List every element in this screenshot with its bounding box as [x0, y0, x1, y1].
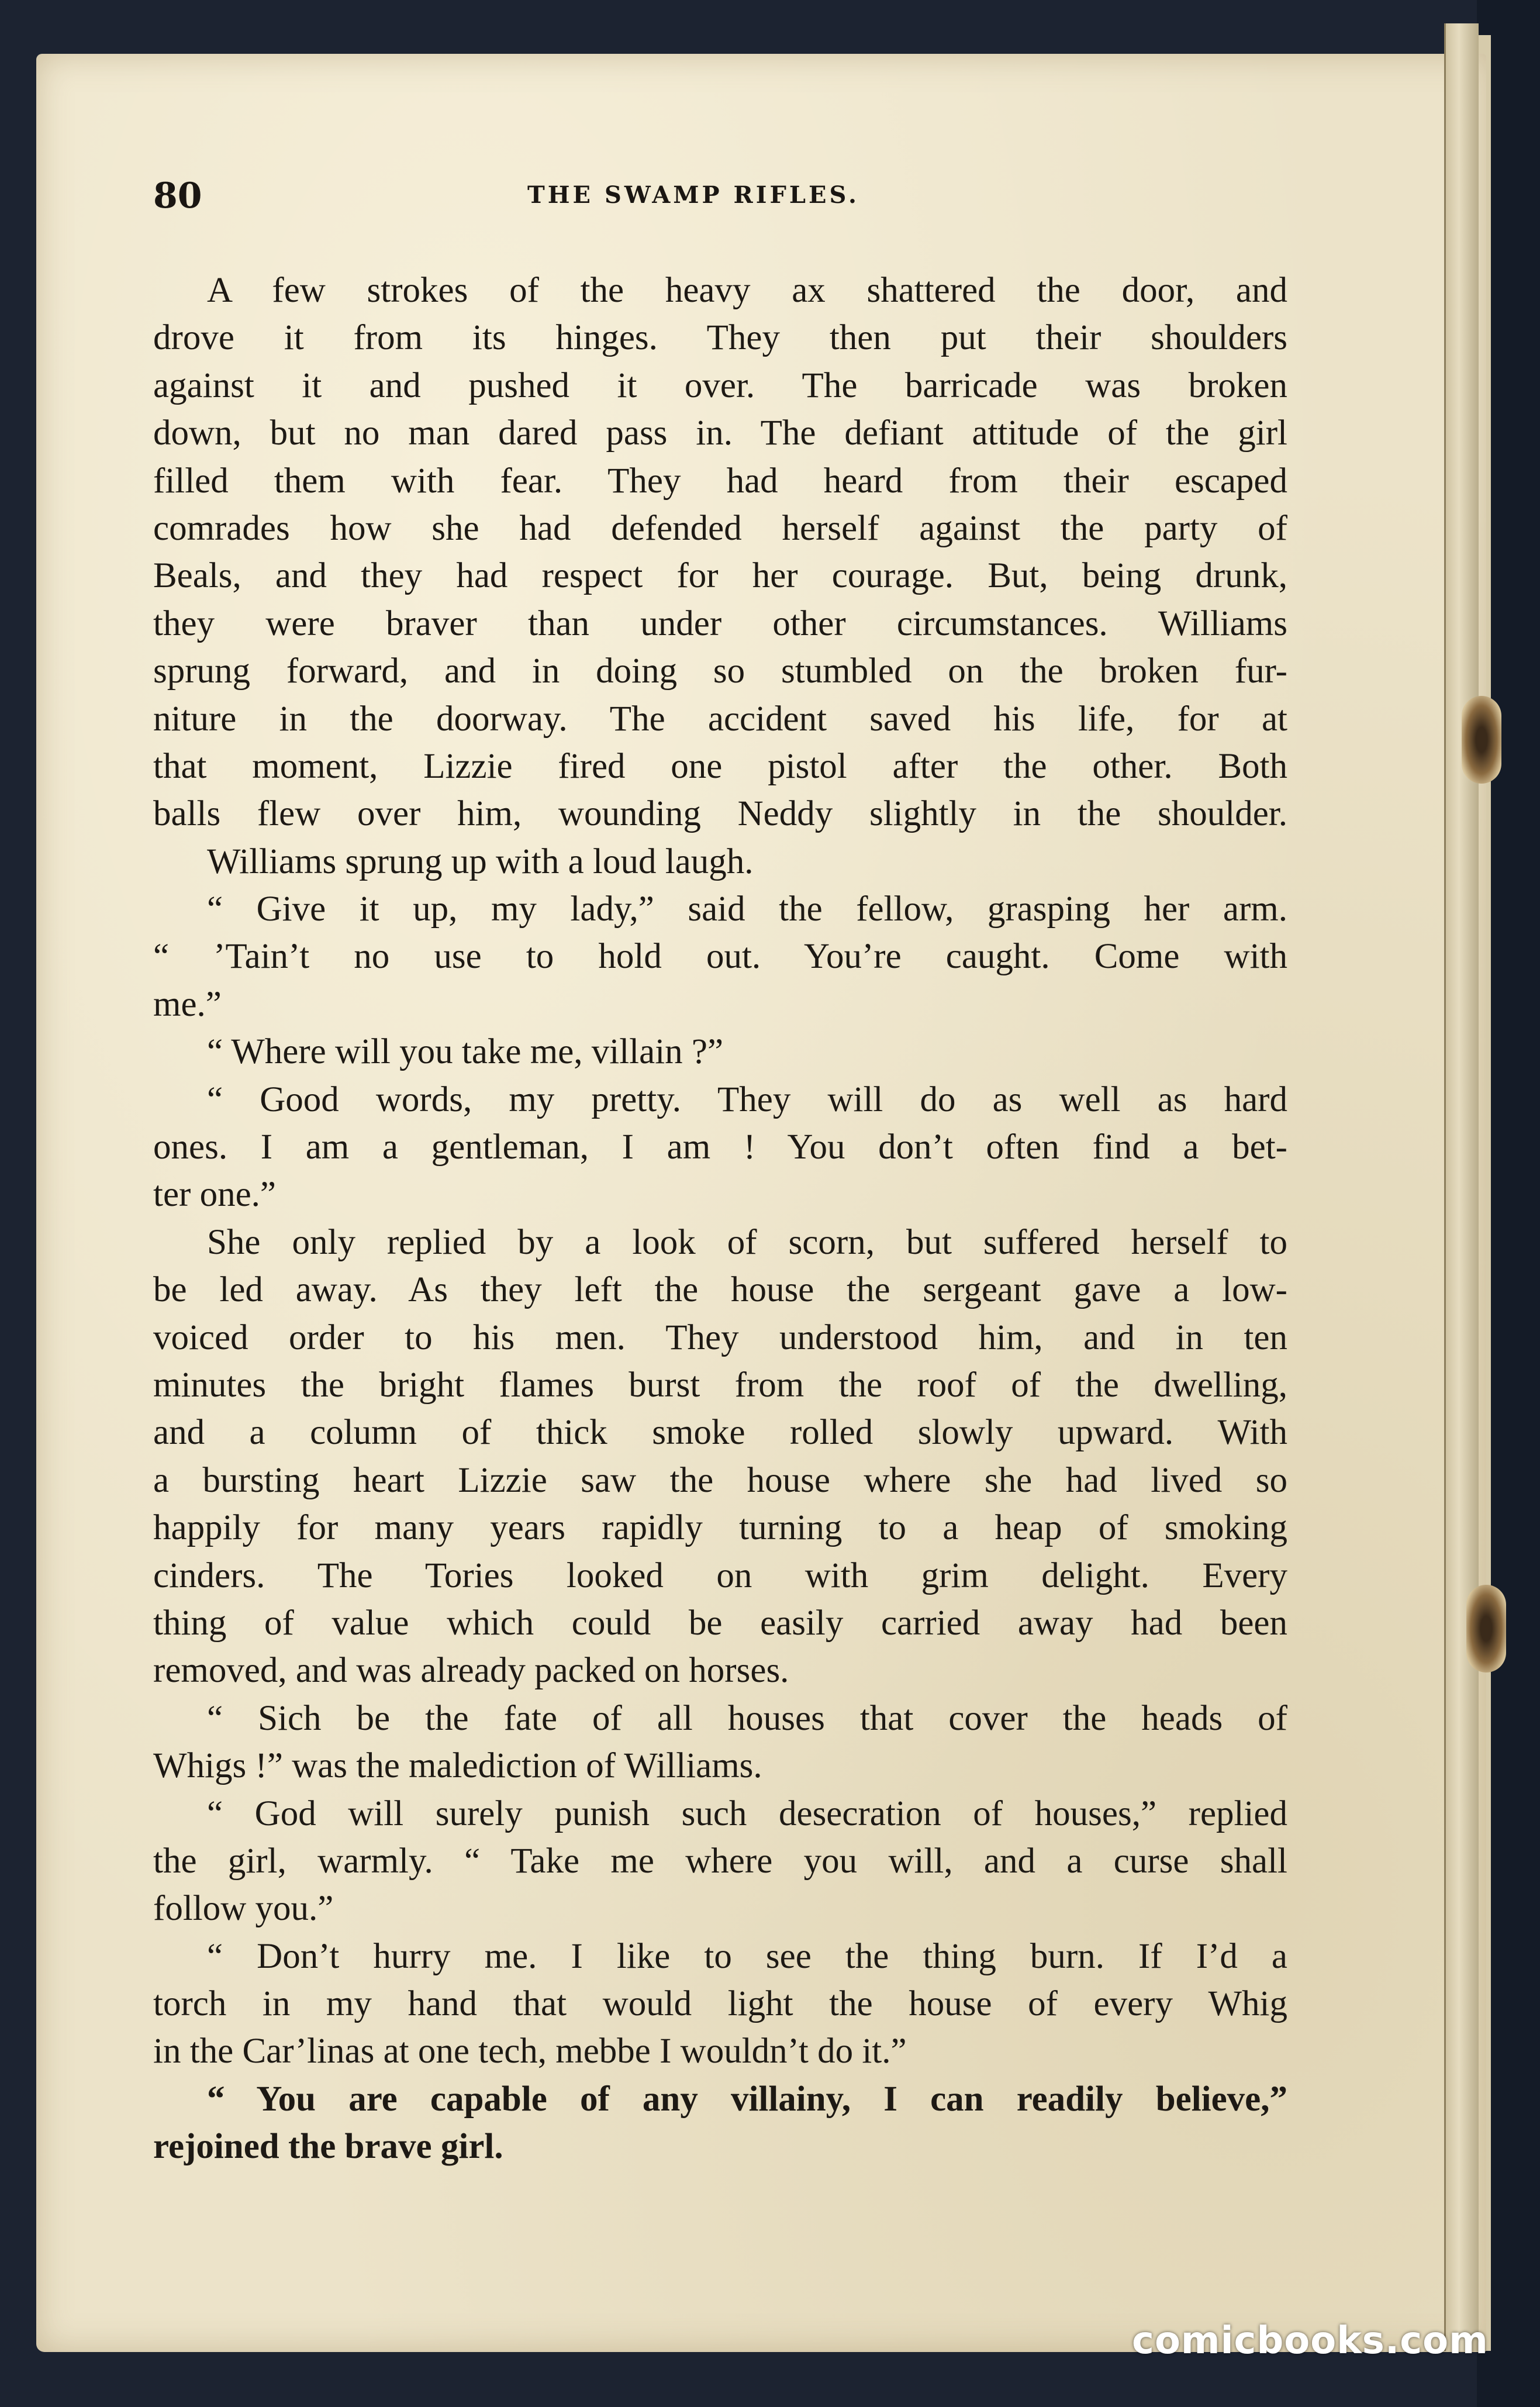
text-line: ter one.”	[153, 1175, 276, 1215]
text-line: drove it from its hinges. They then put their shoulders	[153, 318, 1287, 358]
text-line: “ Don’t hurry me. I like to see the thing burn. If I’d a	[207, 1936, 1287, 1976]
text-line: follow you.”	[153, 1889, 334, 1929]
page-gutter	[1444, 23, 1479, 2351]
text-line: She only replied by a look of scorn, but suffered herself to	[207, 1222, 1287, 1262]
text-line: the girl, warmly. “ Take me where you will, and a curse shall	[153, 1841, 1287, 1881]
text-line: happily for many years rapidly turning to a heap of smoking	[153, 1508, 1287, 1548]
text-line: balls flew over him, wounding Neddy slightly in the shoulder.	[153, 794, 1287, 834]
text-line: voiced order to his men. They understood him, and in ten	[153, 1318, 1287, 1357]
binding-stitch-hole-upper	[1462, 696, 1501, 784]
text-line: sprung forward, and in doing so stumbled on the broken fur-	[153, 651, 1287, 691]
text-line: “ Where will you take me, villain ?”	[207, 1032, 724, 1072]
text-line: that moment, Lizzie fired one pistol after the other. Both	[153, 746, 1287, 786]
text-line: Beals, and they had respect for her courage. But, being drunk,	[153, 556, 1287, 596]
text-line: “ ’Tain’t no use to hold out. You’re caught. Come with	[153, 937, 1287, 977]
text-line: minutes the bright flames burst from the roof of the dwelling,	[153, 1365, 1287, 1405]
binding-stitch-hole-lower	[1466, 1585, 1506, 1673]
text-line: comrades how she had defended herself against the party of	[153, 508, 1287, 548]
text-line: be led away. As they left the house the sergeant gave a low-	[153, 1270, 1287, 1310]
text-line: in the Car’linas at one tech, mebbe I wouldn’t do it.”	[153, 2032, 907, 2071]
text-line: A few strokes of the heavy ax shattered the door, and	[207, 271, 1287, 310]
text-line: thing of value which could be easily carried away had been	[153, 1603, 1287, 1643]
text-line: niture in the doorway. The accident saved his life, for at	[153, 699, 1287, 739]
page-number: 80	[153, 175, 202, 216]
text-line: torch in my hand that would light the house of every Whig	[153, 1984, 1287, 2024]
text-line: they were braver than under other circumstances. Williams	[153, 604, 1287, 643]
page-header	[153, 175, 1287, 228]
watermark: comicbooks.com	[1132, 2319, 1489, 2363]
text-line: rejoined the brave girl.	[153, 2127, 503, 2167]
body-text	[153, 267, 1287, 2171]
text-line: cinders. The Tories looked on with grim delight. Every	[153, 1556, 1287, 1595]
text-line: a bursting heart Lizzie saw the house where she had lived so	[153, 1460, 1287, 1500]
text-line: “ God will surely punish such desecration of houses,” replied	[207, 1794, 1287, 1833]
text-line: against it and pushed it over. The barricade was broken	[153, 365, 1287, 405]
text-line: “ Good words, my pretty. They will do as well as hard	[207, 1080, 1287, 1119]
text-line: “ Sich be the fate of all houses that cover the heads of	[207, 1698, 1287, 1738]
running-title: THE SWAMP RIFLES.	[527, 181, 859, 209]
text-line: removed, and was already packed on horses.	[153, 1651, 789, 1691]
text-line: Williams sprung up with a loud laugh.	[207, 842, 754, 881]
text-line: and a column of thick smoke rolled slowly upward. With	[153, 1413, 1287, 1453]
text-line: filled them with fear. They had heard from their escaped	[153, 461, 1287, 501]
text-line: “ You are capable of any villainy, I can readily believe,”	[207, 2079, 1287, 2119]
text-line: down, but no man dared pass in. The defiant attitude of the girl	[153, 413, 1287, 453]
text-line: me.”	[153, 984, 222, 1024]
text-line: ones. I am a gentleman, I am ! You don’t often find a bet-	[153, 1127, 1287, 1167]
text-line: “ Give it up, my lady,” said the fellow, grasping her arm.	[207, 889, 1287, 929]
text-line: Whigs !” was the malediction of Williams.	[153, 1746, 762, 1786]
